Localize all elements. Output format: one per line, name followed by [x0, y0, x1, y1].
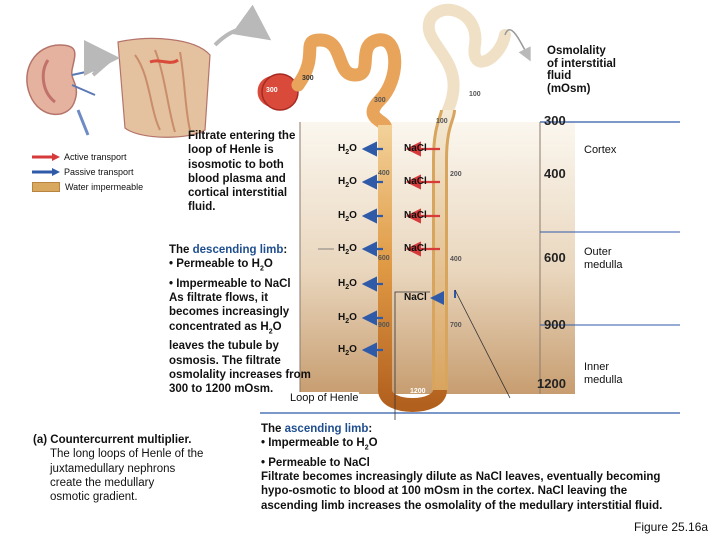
figure-label: Figure 25.16a [634, 520, 709, 534]
chem-o: O [349, 312, 357, 323]
line-sub: 2 [268, 328, 273, 336]
bullet-pre: • Permeable to H [169, 258, 260, 271]
chem-o: O [349, 243, 357, 254]
scale-value: 600 [544, 250, 566, 265]
chem-o: O [349, 143, 357, 154]
descending-line [169, 320, 329, 340]
chem-sub: 2 [345, 249, 350, 256]
caption-title-row [33, 433, 203, 447]
chem-sub: 2 [345, 216, 350, 223]
nacl-label: NaCl [404, 143, 427, 154]
tubule-value: 1200 [410, 388, 426, 395]
line-post: O [272, 320, 282, 333]
chem-o: O [349, 176, 357, 187]
scale-value: 400 [544, 166, 566, 181]
nacl-label: NaCl [404, 243, 427, 254]
nacl-label: NaCl [404, 176, 427, 187]
chem-sub: 2 [345, 182, 350, 189]
chem-o: O [349, 344, 357, 355]
nacl-label: NaCl [404, 292, 427, 303]
osm-title-line: (mOsm) [547, 82, 591, 95]
title-term: ascending limb [284, 423, 369, 435]
tubule-value: 400 [450, 256, 462, 263]
zone-cortex: Cortex [584, 144, 617, 156]
bullet-pre: • Impermeable to H [261, 437, 365, 450]
title-post: : [283, 244, 288, 256]
ascending-limb-text [261, 422, 711, 513]
descending-bullet: • Impermeable to NaCl [169, 277, 291, 290]
scale-value: 300 [544, 113, 566, 128]
descending-line: osmosis. The filtrate [169, 354, 281, 367]
zone-line: Outer [584, 246, 612, 258]
note-line: blood plasma and [188, 172, 286, 185]
caption-line: The long loops of Henle of the [50, 448, 204, 461]
tubule-value: 600 [378, 255, 390, 262]
tubule-value: 400 [378, 170, 390, 177]
tubule-value: 100 [469, 91, 481, 98]
chem-sub: 2 [345, 318, 350, 325]
ascending-line: ascending limb increases the osmolality of the medullary interstitial fluid. [261, 499, 663, 512]
caption-line: create the medullary [50, 476, 155, 489]
bullet-sub: 2 [259, 265, 264, 273]
loop-of-henle-label: Loop of Henle [290, 392, 359, 404]
tubule-value: 300 [266, 87, 278, 94]
tubule-value: 300 [302, 75, 314, 82]
ascending-line: Filtrate becomes increasingly dilute as NaCl leaves, eventually becoming [261, 471, 661, 484]
chem-sub: 2 [345, 284, 350, 291]
descending-limb-text [169, 243, 329, 397]
caption-part: (a) [33, 434, 48, 446]
zone-line: medulla [584, 259, 623, 271]
legend-label: Passive transport [64, 167, 134, 177]
chem-h: H [338, 344, 346, 355]
chem-sub: 2 [345, 149, 350, 156]
title-pre: The [261, 423, 285, 435]
bullet-post: O [368, 437, 378, 450]
caption-line: osmotic gradient. [50, 491, 138, 504]
zone-line: Inner [584, 361, 610, 373]
osm-title-line: of interstitial [547, 57, 617, 70]
water-label [338, 176, 357, 189]
ascending-title [261, 422, 711, 436]
figure-caption [33, 433, 203, 504]
title-pre: The [169, 244, 193, 256]
chem-h: H [338, 278, 346, 289]
tubule-value: 700 [450, 322, 462, 329]
chem-h: H [338, 143, 346, 154]
tubule-value: 100 [436, 118, 448, 125]
legend-label: Active transport [64, 152, 127, 162]
water-label [338, 312, 357, 325]
scale-value: 1200 [537, 376, 566, 391]
nacl-label: NaCl [404, 210, 427, 221]
title-post: : [368, 423, 373, 435]
water-label [338, 243, 357, 256]
tubule-value: 200 [450, 171, 462, 178]
water-label [338, 210, 357, 223]
legend-label: Water impermeable [65, 182, 144, 192]
water-label [338, 278, 357, 291]
zone-line: medulla [584, 374, 623, 386]
tubule-value: 900 [378, 322, 390, 329]
chem-h: H [338, 243, 346, 254]
caption-title: Countercurrent multiplier. [50, 434, 192, 446]
descending-line: leaves the tubule by [169, 340, 279, 353]
note-line: Filtrate entering the [188, 130, 296, 142]
chem-h: H [338, 312, 346, 323]
ascending-bullet: • Permeable to NaCl [261, 456, 370, 469]
descending-line: becomes increasingly [169, 306, 290, 319]
bullet-sub: 2 [364, 444, 369, 452]
chem-sub: 2 [345, 350, 350, 357]
scale-value: 900 [544, 317, 566, 332]
note-line: isosmotic to both [188, 158, 284, 171]
line-pre: concentrated as H [169, 320, 269, 333]
ascending-bullet [261, 436, 711, 456]
descending-title [169, 243, 329, 257]
note-line: cortical interstitial [188, 187, 288, 200]
osm-title-line: fluid [547, 70, 572, 82]
descending-line: 300 to 1200 mOsm. [169, 383, 274, 396]
osm-title-line: Osmolality [547, 45, 606, 57]
descending-bullet [169, 257, 329, 277]
tubule-value: 300 [374, 97, 386, 104]
chem-o: O [349, 210, 357, 221]
bullet-post: O [263, 258, 273, 271]
descending-line: osmolality increases from [169, 368, 311, 381]
descending-line: As filtrate flows, it [169, 292, 269, 305]
note-line: fluid. [188, 201, 216, 214]
chem-h: H [338, 210, 346, 221]
water-label [338, 143, 357, 156]
title-term: descending limb [192, 244, 284, 256]
chem-o: O [349, 278, 357, 289]
note-line: loop of Henle is [188, 144, 274, 157]
ascending-line: hypo-osmotic to blood at 100 mOsm in the cortex. NaCl leaving the [261, 485, 628, 498]
chem-h: H [338, 176, 346, 187]
caption-line: juxtamedullary nephrons [50, 462, 176, 475]
water-label [338, 344, 357, 357]
